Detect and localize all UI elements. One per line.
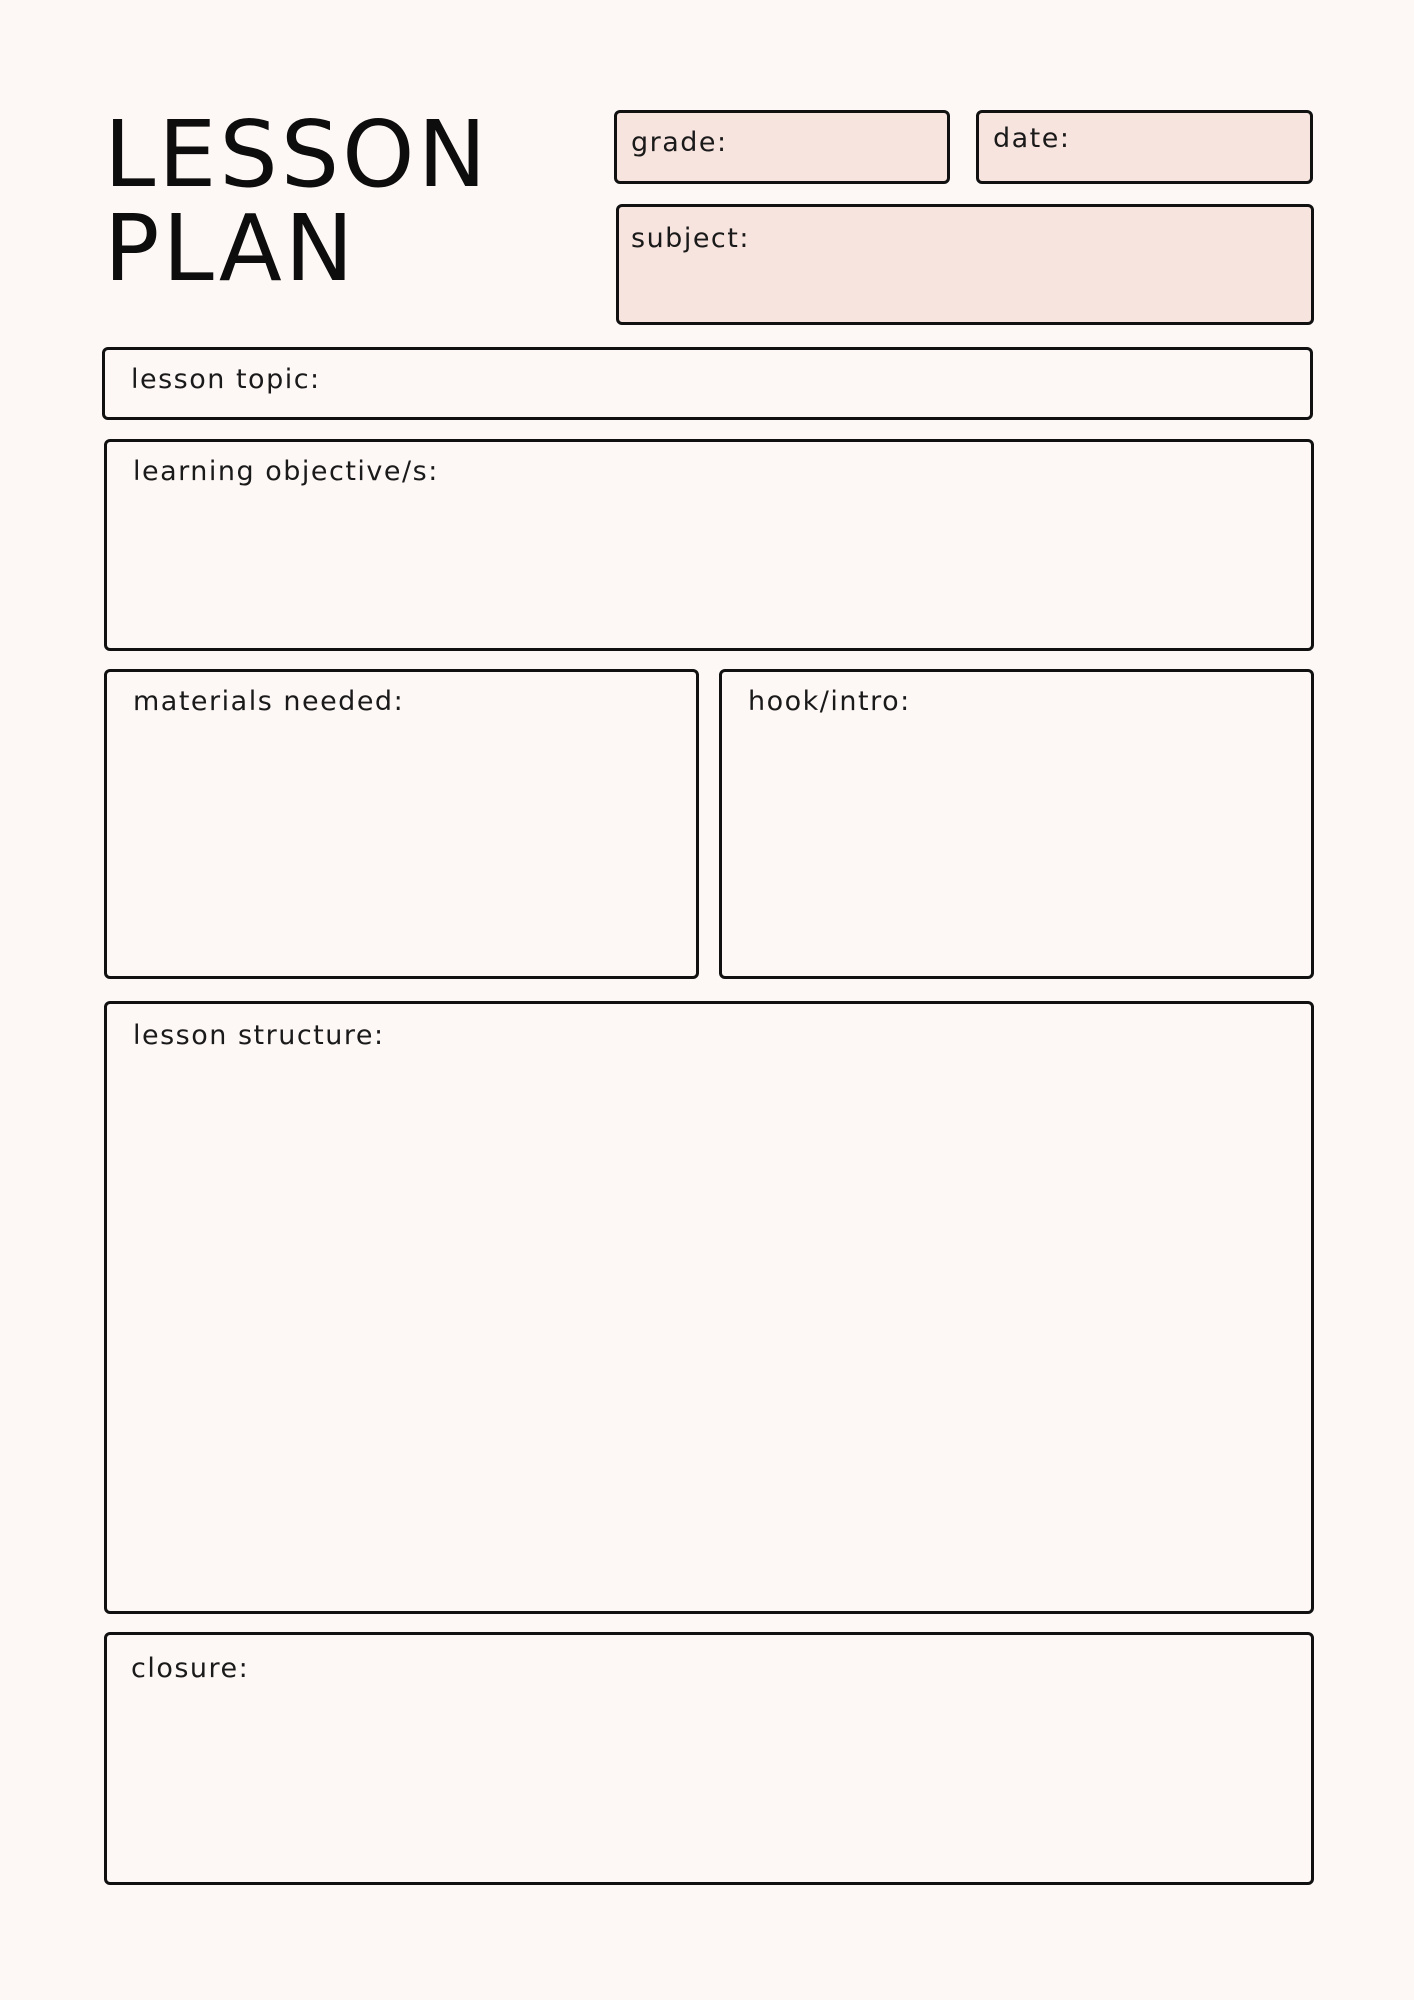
materials-needed-field[interactable] [104, 669, 699, 979]
lesson-structure-field[interactable] [104, 1001, 1314, 1614]
subject-label: subject: [631, 223, 750, 254]
lesson-topic-label: lesson topic: [131, 364, 321, 395]
hook-intro-field[interactable] [719, 669, 1314, 979]
lesson-structure-label: lesson structure: [133, 1020, 385, 1051]
closure-label: closure: [131, 1653, 250, 1684]
hook-intro-label: hook/intro: [748, 686, 911, 717]
materials-needed-label: materials needed: [133, 686, 405, 717]
learning-objectives-field[interactable] [104, 439, 1314, 651]
grade-label: grade: [631, 127, 728, 158]
lesson-topic-field[interactable] [102, 347, 1313, 420]
title-line-2: PLAN [104, 195, 357, 302]
grade-field[interactable] [614, 110, 950, 184]
subject-field[interactable] [616, 204, 1314, 325]
date-field[interactable] [976, 110, 1313, 184]
page-title [104, 101, 490, 302]
closure-field[interactable] [104, 1632, 1314, 1885]
title-line-1: LESSON [104, 101, 490, 208]
date-label: date: [993, 123, 1071, 154]
learning-objectives-label: learning objective/s: [133, 456, 439, 487]
